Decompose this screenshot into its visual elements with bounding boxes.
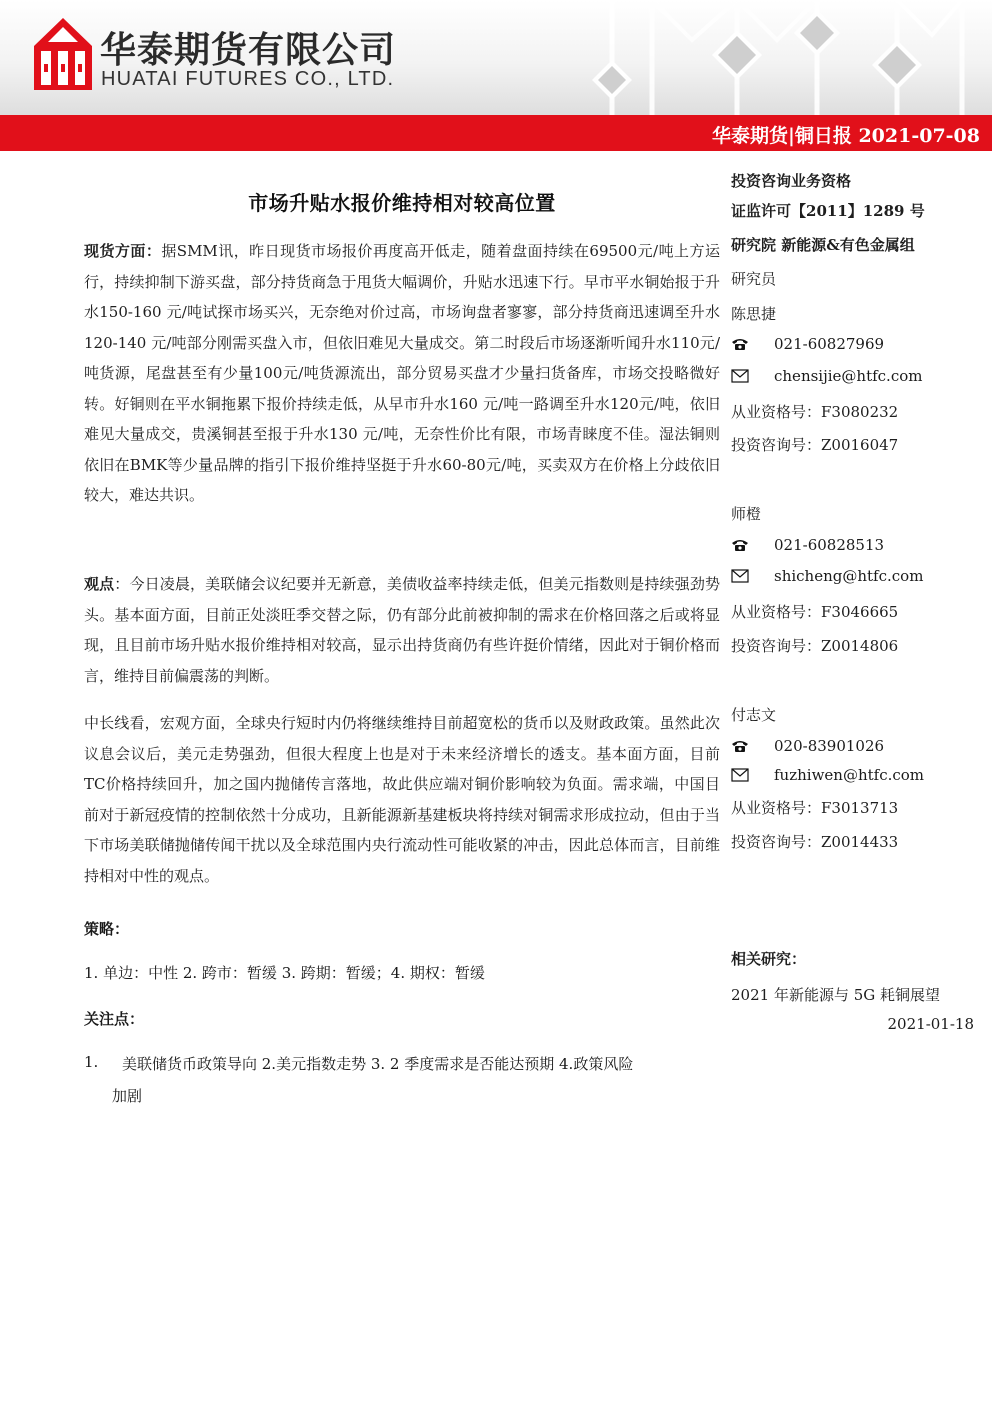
license-number: 证监许可【2011】1289 号 xyxy=(731,202,925,220)
analyst-phone: 020-83901026 xyxy=(774,737,885,755)
company-name-en: HUATAI FUTURES CO., LTD. xyxy=(101,68,395,90)
analyst-phone: 021-60827969 xyxy=(774,335,885,353)
analyst-license: 从业资格号：F3013713 xyxy=(731,799,899,817)
company-logo-icon xyxy=(34,18,92,90)
envelope-icon xyxy=(731,569,749,583)
spot-paragraph xyxy=(84,236,720,511)
focus-line-1: 美联储货币政策导向 2.美元指数走势 3. 2 季度需求是否能达预期 4.政策风险 xyxy=(122,1055,634,1073)
page-header xyxy=(0,0,992,115)
analyst-consult-number: 投资咨询号：Z0016047 xyxy=(731,436,899,454)
role-label: 研究员 xyxy=(731,270,777,288)
analyst-name: 陈思捷 xyxy=(731,305,777,323)
analyst-name: 师橙 xyxy=(731,505,762,523)
qualification-title: 投资咨询业务资格 xyxy=(731,172,852,190)
phone-icon xyxy=(731,538,749,552)
analyst-phone-row xyxy=(731,536,884,554)
analyst-phone-row xyxy=(731,335,884,353)
analyst-name: 付志文 xyxy=(731,706,777,724)
related-research-title[interactable]: 2021 年新能源与 5G 耗铜展望 xyxy=(731,986,941,1004)
strategy-line: 1. 单边：中性 2. 跨市：暂缓 3. 跨期：暂缓；4. 期权：暂缓 xyxy=(84,964,485,982)
focus-number: 1. xyxy=(84,1053,99,1071)
analyst-license: 从业资格号：F3046665 xyxy=(731,603,899,621)
report-banner-text: 华泰期货|铜日报 2021-07-08 xyxy=(711,125,980,147)
report-title: 市场升贴水报价维持相对较高位置 xyxy=(248,191,556,215)
header-decoration-icon xyxy=(592,0,992,115)
analyst-consult-number: 投资咨询号：Z0014806 xyxy=(731,637,899,655)
analyst-email-row xyxy=(731,367,922,385)
analyst-phone: 021-60828513 xyxy=(774,536,885,554)
view-label: 观点 xyxy=(84,575,115,593)
analyst-phone-row xyxy=(731,737,884,755)
strategy-heading: 策略： xyxy=(84,920,130,938)
analyst-license: 从业资格号：F3080232 xyxy=(731,403,899,421)
view-paragraph xyxy=(84,569,720,691)
analyst-email[interactable]: fuzhiwen@htfc.com xyxy=(774,766,925,784)
analyst-email-row xyxy=(731,567,923,585)
department: 研究院 新能源&有色金属组 xyxy=(731,236,915,254)
analyst-consult-number: 投资咨询号：Z0014433 xyxy=(731,833,899,851)
analyst-email-row xyxy=(731,766,924,784)
analyst-email[interactable]: shicheng@htfc.com xyxy=(774,567,924,585)
view-text: ：今日凌晨，美联储会议纪要并无新意，美债收益率持续走低，但美元指数则是持续强劲势头。基本面方面，目前正处淡旺季交替之际，仍有部分此前被抑制的需求在价格回落之后或将显现，且目前市场升贴水报价维持相对较高，显示出持货商仍有些许挺价情绪，因此对于铜价格而言，维持目前偏震荡的判断。 xyxy=(84,575,720,685)
focus-heading: 关注点： xyxy=(84,1010,145,1028)
spot-label: 现货方面： xyxy=(84,242,162,260)
envelope-icon xyxy=(731,768,749,782)
spot-text: 据SMM讯，昨日现货市场报价再度高开低走，随着盘面持续在69500元/吨上方运行，持续抑制下游买盘，部分持货商急于甩货大幅调价，升贴水迅速下行。早市平水铜始报于升水150-160 元/吨试探市场买兴，无奈绝对价过高，市场询盘者寥寥，部分持货商迅速调至升水120-140 元/吨部分刚需买盘入市，但依旧难见大量成交。第二时段后市场逐渐听闻升水110元/吨货源，尾盘甚至有少量100元/吨货源流出，部分贸易买盘才少量扫货备库，市场交投略微好转。好铜则在平水铜拖累下报价持续走低，从早市升水160 元/吨一路调至升水120元/吨，依旧难见大量成交，贵溪铜甚至报于升水130 元/吨，无奈性价比有限，市场青睐度不佳。湿法铜则依旧在BMK等少量品牌的指引下报价维持坚挺于升水60-80元/吨，买卖双方在价格上分歧依旧较大，难达共识。 xyxy=(84,242,720,504)
long-term-paragraph: 中长线看，宏观方面，全球央行短时内仍将继续维持目前超宽松的货币以及财政政策。虽然此次议息会议后，美元走势强劲，但很大程度上也是对于未来经济增长的透支。基本面方面，目前TC价格持续回升，加之国内抛储传言落地，故此供应端对铜价影响较为负面。需求端，中国目前对于新冠疫情的控制依然十分成功，且新能源新基建板块将持续对铜需求形成拉动，但由于当下市场美联储抛储传闻干扰以及全球范围内央行流动性可能收紧的冲击，因此总体而言，目前维持相对中性的观点。 xyxy=(84,714,720,885)
analyst-email[interactable]: chensijie@htfc.com xyxy=(774,367,923,385)
report-banner xyxy=(0,115,992,151)
focus-line-2: 加剧 xyxy=(112,1087,143,1105)
company-name-cn: 华泰期货有限公司 xyxy=(100,30,397,71)
related-research-date: 2021-01-18 xyxy=(887,1015,974,1033)
phone-icon xyxy=(731,337,749,351)
phone-icon xyxy=(731,739,749,753)
envelope-icon xyxy=(731,369,749,383)
related-research-heading: 相关研究： xyxy=(731,950,807,968)
